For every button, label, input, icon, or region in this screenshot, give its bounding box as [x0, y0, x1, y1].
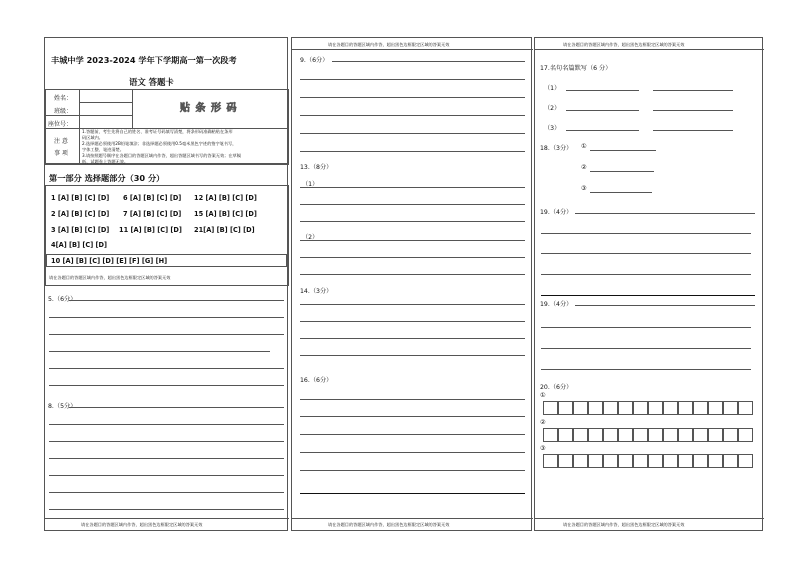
choice-q10[interactable]: 10 [A] [B] [C] [D] [E] [F] [G] [H]: [51, 257, 168, 265]
grid-cell[interactable]: [738, 454, 753, 468]
answer-panel-middle: [291, 37, 532, 531]
grid-cell[interactable]: [543, 454, 558, 468]
class-field[interactable]: [80, 103, 131, 115]
q14-label: 14.（3分）: [300, 288, 333, 295]
choice-q1[interactable]: 1 [A] [B] [C] [D]: [51, 194, 110, 202]
grid-cell[interactable]: [588, 401, 603, 415]
q19b-label: 19.（4分）: [540, 301, 573, 308]
grid-cell[interactable]: [738, 428, 753, 442]
q18-sub2-label: ②: [581, 164, 587, 171]
q17-sub1-label: （1）: [544, 85, 561, 92]
choice-q21[interactable]: 21[A] [B] [C] [D]: [194, 226, 255, 234]
grid-cell[interactable]: [678, 401, 693, 415]
class-label: 班级：: [54, 108, 73, 115]
grid-cell[interactable]: [603, 428, 618, 442]
footer-notice-right: 请在各题目的答题区域内作答，超出黑色边框限定区域的答案无效: [563, 522, 685, 527]
answer-panel-right: [534, 37, 763, 531]
footer-notice-left: 请在各题目的答题区域内作答，超出黑色边框限定区域的答案无效: [81, 522, 203, 527]
grid-cell[interactable]: [603, 454, 618, 468]
choice-q7[interactable]: 7 [A] [B] [C] [D]: [123, 210, 182, 218]
grid-cell[interactable]: [738, 401, 753, 415]
grid-cell[interactable]: [603, 401, 618, 415]
notice-label-2: 事 项: [54, 150, 68, 157]
q18-sub3-label: ③: [581, 185, 587, 192]
grid-cell[interactable]: [663, 428, 678, 442]
notice-label-1: 注 意: [54, 138, 68, 145]
grid-cell[interactable]: [723, 401, 738, 415]
grid-cell[interactable]: [723, 428, 738, 442]
q13-sub2-label: （2）: [302, 234, 319, 241]
grid-cell[interactable]: [693, 428, 708, 442]
grid-cell[interactable]: [588, 454, 603, 468]
q19a-label: 19.（4分）: [540, 209, 573, 216]
q17-sub3-label: （3）: [544, 125, 561, 132]
seat-label: 座位号：: [48, 121, 73, 128]
subject-title: 语文 答题卡: [129, 77, 174, 87]
grid-cell[interactable]: [618, 401, 633, 415]
grid-cell[interactable]: [573, 454, 588, 468]
choice-q6[interactable]: 6 [A] [B] [C] [D]: [123, 194, 182, 202]
header-notice-middle: 请在各题目的答题区域内作答，超出黑色边框限定区域的答案无效: [328, 42, 450, 47]
grid-cell[interactable]: [678, 454, 693, 468]
footer-notice-middle: 请在各题目的答题区域内作答，超出黑色边框限定区域的答案无效: [328, 522, 450, 527]
grid-cell[interactable]: [648, 428, 663, 442]
choice-q2[interactable]: 2 [A] [B] [C] [D]: [51, 210, 110, 218]
grid-cell[interactable]: [618, 428, 633, 442]
grid-cell[interactable]: [558, 454, 573, 468]
name-field[interactable]: [80, 90, 131, 102]
grid-cell[interactable]: [633, 428, 648, 442]
grid-cell[interactable]: [573, 401, 588, 415]
barcode-area: 贴 条 形 码: [180, 103, 238, 114]
notice-text: 1.答题前，考生先将自己的姓名、准考证号码填写清楚，将条形码准确粘贴在条形 码区域内。 2.选择题必须使用2B铅笔填涂；非选择题必须使用0.5毫米黑色字迹的签字笔书写， 字体工整、笔迹清楚。 3.请按照题号顺序在各题目的答题区域内作答，超出答题区域书写的答案无效；在草稿 纸、试题卷上答题无效。: [82, 129, 241, 164]
choice-q11[interactable]: 11 [A] [B] [C] [D]: [119, 226, 182, 234]
grid-cell[interactable]: [708, 454, 723, 468]
grid-cell[interactable]: [693, 401, 708, 415]
q17-label: 17.名句名篇默写（6 分）: [540, 65, 612, 72]
part1-title: 第一部分 选择题部分（30 分）: [49, 173, 165, 183]
grid-cell[interactable]: [618, 454, 633, 468]
header-notice-right: 请在各题目的答题区域内作答，超出黑色边框限定区域的答案无效: [563, 42, 685, 47]
q13-label: 13.（8分）: [300, 164, 333, 171]
q13-sub1-label: （1）: [302, 181, 319, 188]
q17-sub2-label: （2）: [544, 105, 561, 112]
grid-cell[interactable]: [633, 401, 648, 415]
grid-cell[interactable]: [648, 454, 663, 468]
grid-cell[interactable]: [663, 401, 678, 415]
q18-sub1-label: ①: [581, 143, 587, 150]
grid-cell[interactable]: [708, 401, 723, 415]
q20-sub1-label: ①: [540, 392, 546, 399]
q16-label: 16.（6分）: [300, 377, 333, 384]
grid-cell[interactable]: [633, 454, 648, 468]
school-title: 丰城中学 2023-2024 学年下学期高一第一次段考: [51, 55, 237, 65]
grid-cell[interactable]: [558, 401, 573, 415]
choice-q4[interactable]: 4[A] [B] [C] [D]: [51, 241, 108, 249]
answer-panel-left: [44, 37, 288, 531]
q20-sub2-label: ②: [540, 419, 546, 426]
grid-cell[interactable]: [648, 401, 663, 415]
notice-banner: 请在各题目的答题区域内作答，超出黑色边框限定区域的答案无效: [49, 275, 171, 280]
grid-cell[interactable]: [723, 454, 738, 468]
name-label: 姓名：: [54, 95, 73, 102]
choice-q3[interactable]: 3 [A] [B] [C] [D]: [51, 226, 110, 234]
choice-q15[interactable]: 15 [A] [B] [C] [D]: [194, 210, 257, 218]
grid-cell[interactable]: [693, 454, 708, 468]
grid-cell[interactable]: [543, 428, 558, 442]
grid-cell[interactable]: [588, 428, 603, 442]
seat-field[interactable]: [80, 116, 131, 128]
q20-sub3-label: ③: [540, 445, 546, 452]
grid-cell[interactable]: [558, 428, 573, 442]
q18-label: 18.（3分）: [540, 145, 573, 152]
q5-label: 5.（6分）: [48, 296, 77, 303]
q20-label: 20.（6分）: [540, 384, 573, 391]
q9-label: 9.（6分）: [300, 57, 329, 64]
grid-cell[interactable]: [708, 428, 723, 442]
grid-cell[interactable]: [678, 428, 693, 442]
grid-cell[interactable]: [573, 428, 588, 442]
grid-cell[interactable]: [663, 454, 678, 468]
q8-label: 8.（5分）: [48, 403, 77, 410]
choice-q12[interactable]: 12 [A] [B] [C] [D]: [194, 194, 257, 202]
grid-cell[interactable]: [543, 401, 558, 415]
